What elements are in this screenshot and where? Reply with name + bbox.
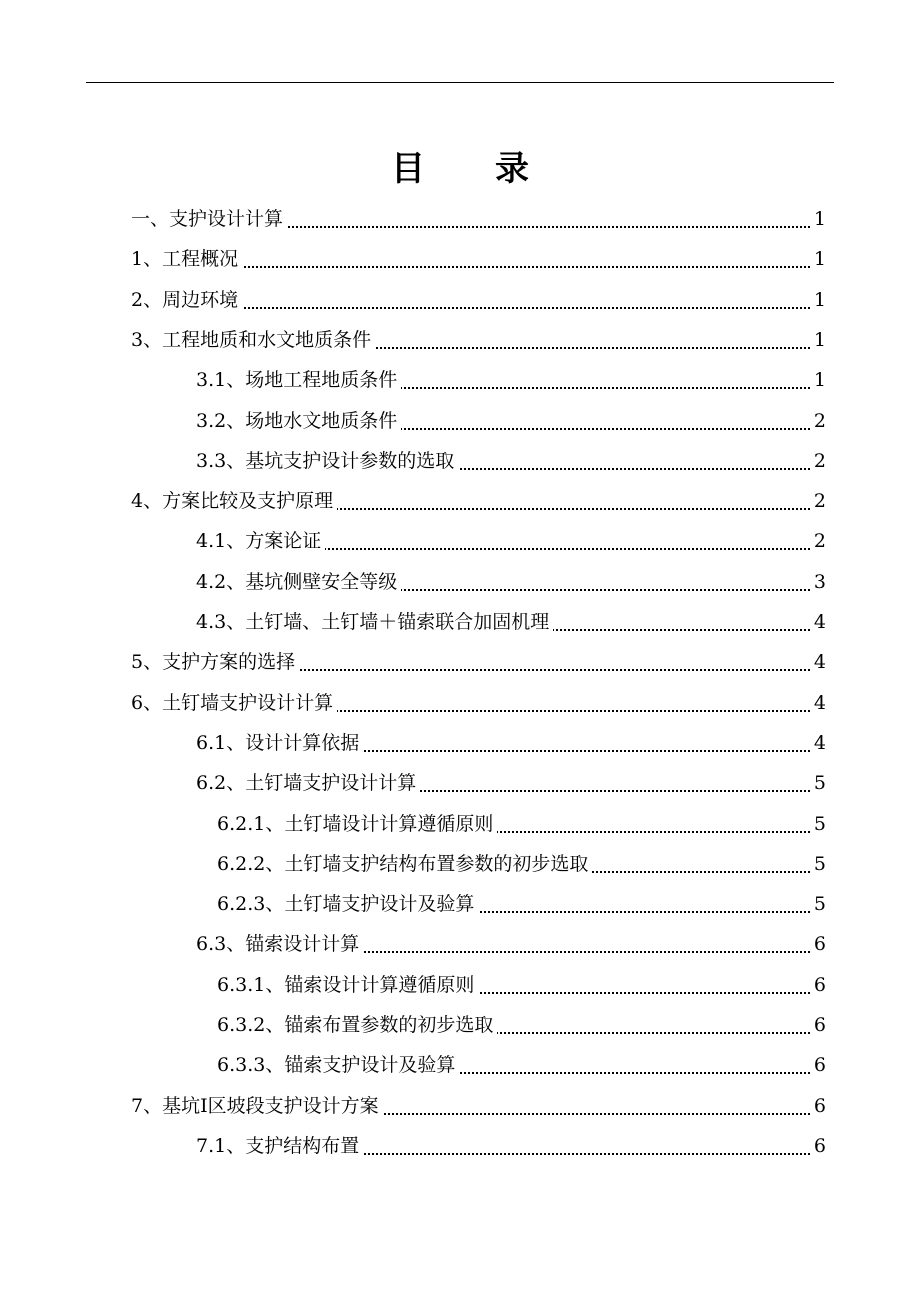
- toc-entry-page-number: 6: [810, 1045, 826, 1085]
- toc-entry[interactable]: [0, 924, 920, 964]
- toc-entry-label: 6.3.2、锚索布置参数的初步选取: [217, 1005, 497, 1045]
- toc-entry-label: 6.2、土钉墙支护设计计算: [196, 763, 420, 803]
- toc-entry[interactable]: [0, 199, 920, 239]
- toc-entry[interactable]: [0, 804, 920, 844]
- toc-entry-page-number: 3: [810, 562, 826, 602]
- toc-entry-page-number: 2: [810, 441, 826, 481]
- toc-entry-page-number: 2: [810, 401, 826, 441]
- toc-entry-page-number: 6: [810, 924, 826, 964]
- page-title-char-1: 目: [391, 149, 425, 189]
- toc-entry-label: 6.3.3、锚索支护设计及验算: [217, 1045, 459, 1085]
- toc-entry-label: 5、支护方案的选择: [131, 642, 299, 682]
- toc-entry[interactable]: [0, 562, 920, 602]
- toc-entry-label: 一、支护设计计算: [131, 199, 287, 239]
- toc-entry-label: 6.3.1、锚索设计计算遵循原则: [217, 965, 478, 1005]
- toc-entry[interactable]: [0, 602, 920, 642]
- toc-entry[interactable]: [0, 884, 920, 924]
- toc-entry[interactable]: [0, 1005, 920, 1045]
- toc-entry-label: 4.3、土钉墙、土钉墙＋锚索联合加固机理: [196, 602, 553, 642]
- toc-entry-page-number: 2: [810, 521, 826, 561]
- toc-entry-label: 6.3、锚索设计计算: [196, 924, 363, 964]
- toc-entry-label: 6.1、设计计算依据: [196, 723, 363, 763]
- toc-entry[interactable]: [0, 1086, 920, 1126]
- toc-entry-page-number: 4: [810, 642, 826, 682]
- toc-entry[interactable]: [0, 683, 920, 723]
- toc-entry-page-number: 5: [810, 763, 826, 803]
- toc-entry-page-number: 6: [810, 1005, 826, 1045]
- toc-entry-label: 4、方案比较及支护原理: [131, 481, 337, 521]
- toc-entry[interactable]: [0, 481, 920, 521]
- toc-entry-label: 3.3、基坑支护设计参数的选取: [196, 441, 458, 481]
- toc-entry-label: 7、基坑Ⅰ区坡段支护设计方案: [131, 1086, 383, 1126]
- toc-entry-label: 6.2.3、土钉墙支护设计及验算: [217, 884, 478, 924]
- toc-entry-page-number: 1: [810, 199, 826, 239]
- toc-entry-label: 3.2、场地水文地质条件: [196, 401, 401, 441]
- toc-entry[interactable]: [0, 401, 920, 441]
- toc-entry[interactable]: [0, 1126, 920, 1166]
- toc-entry[interactable]: [0, 360, 920, 400]
- toc-entry-page-number: 1: [810, 360, 826, 400]
- toc-entry[interactable]: [0, 763, 920, 803]
- toc-entry-label: 4.1、方案论证: [196, 521, 325, 561]
- toc-entry-label: 3.1、场地工程地质条件: [196, 360, 401, 400]
- toc-entry-page-number: 6: [810, 1086, 826, 1126]
- toc-entry[interactable]: [0, 965, 920, 1005]
- toc-entry-page-number: 1: [810, 280, 826, 320]
- toc-entry-page-number: 5: [810, 884, 826, 924]
- toc-entry[interactable]: [0, 320, 920, 360]
- toc-entry-page-number: 1: [810, 320, 826, 360]
- toc-entry[interactable]: [0, 723, 920, 763]
- toc-entry[interactable]: [0, 441, 920, 481]
- toc-entry-page-number: 6: [810, 965, 826, 1005]
- toc-entry-label: 2、周边环境: [131, 280, 242, 320]
- toc-entry-page-number: 6: [810, 1126, 826, 1166]
- toc-entry-page-number: 4: [810, 683, 826, 723]
- page-title-char-2: 录: [495, 149, 529, 189]
- toc-entry-label: 4.2、基坑侧壁安全等级: [196, 562, 401, 602]
- toc-entry[interactable]: [0, 239, 920, 279]
- toc-entry-page-number: 2: [810, 481, 826, 521]
- toc-entry-page-number: 4: [810, 602, 826, 642]
- toc-entry-label: 6.2.2、土钉墙支护结构布置参数的初步选取: [217, 844, 592, 884]
- toc-entry-page-number: 5: [810, 844, 826, 884]
- toc-entry[interactable]: [0, 844, 920, 884]
- toc-entry-label: 3、工程地质和水文地质条件: [131, 320, 375, 360]
- toc-entry[interactable]: [0, 1045, 920, 1085]
- toc-entry-page-number: 1: [810, 239, 826, 279]
- toc-entry-label: 6、土钉墙支护设计计算: [131, 683, 337, 723]
- toc-entry[interactable]: [0, 642, 920, 682]
- toc-entry-page-number: 4: [810, 723, 826, 763]
- toc-entry[interactable]: [0, 521, 920, 561]
- toc-entry-label: 7.1、支护结构布置: [196, 1126, 363, 1166]
- toc-entry-label: 1、工程概况: [131, 239, 242, 279]
- toc-entry-page-number: 5: [810, 804, 826, 844]
- toc-entry-label: 6.2.1、土钉墙设计计算遵循原则: [217, 804, 497, 844]
- toc-entry[interactable]: [0, 280, 920, 320]
